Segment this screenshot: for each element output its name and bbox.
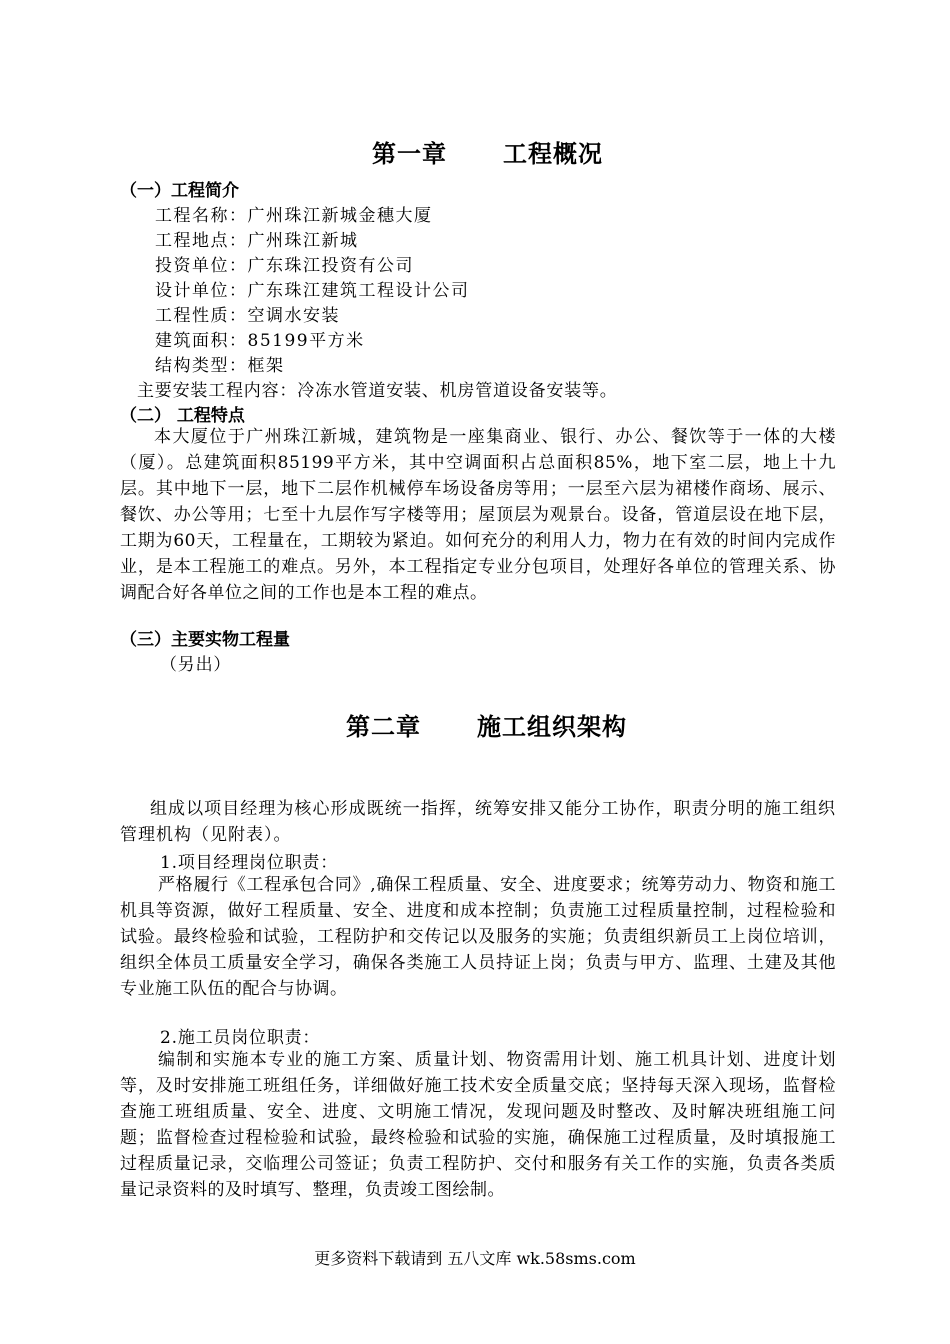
duty-2-paragraph: 编制和实施本专业的施工方案、质量计划、物资需用计划、施工机具计划、进度计划等，及时安排施工班组任务，详细做好施工技术安全质量交底；坚持每天深入现场，监督检查施工班组质量、安全、进度、文明施工情况，发现问题及时整改、及时解决班组施工问题；监督检查过程检验和试验，最终检验和试验的实施，确保施工过程质量，及时填报施工过程质量记录，交临理公司签证；负责工程防护、交付和服务有关工作的实施，负责各类质量记录资料的及时填写、整理，负责竣工图绘制。 [120, 1050, 836, 1200]
chapter-1-heading [372, 134, 603, 169]
info-value: 广东珠江建筑工程设计公司 [247, 281, 470, 301]
section-3-heading: （三）主要实物工程量 [120, 630, 290, 650]
info-label: 建筑面积： [155, 331, 248, 351]
info-row-project-name [155, 201, 433, 226]
chapter-2-heading [346, 707, 627, 742]
section-1-heading: （一）工程简介 [120, 181, 239, 201]
info-label: 工程名称： [155, 206, 248, 226]
info-label: 工程地点： [155, 231, 248, 251]
info-value: 广州珠江新城 [247, 231, 359, 251]
features-paragraph: 本大厦位于广州珠江新城，建筑物是一座集商业、银行、办公、餐饮等于一体的大楼（厦）。总建筑面积85199平方米，其中空调面积占总面积85%，地下室二层，地上十九层。其中地下一层，地下二层作机械停车场设备房等用；一层至六层为裙楼作商场、展示、餐饮、办公等用；七至十九层作写字楼等用；屋顶层为观景台。设备，管道层设在地下层，工期为60天，工程量在，工期较为紧迫。如何充分的利用人力，物力在有效的时间内完成作业，是本工程施工的难点。另外，本工程指定专业分包项目，处理好各单位的管理关系、协调配合好各单位之间的工作也是本工程的难点。 [120, 427, 836, 603]
info-value: 框架 [247, 356, 285, 376]
info-value: 广州珠江新城金穗大厦 [247, 206, 433, 226]
info-value: 广东珠江投资有公司 [247, 256, 414, 276]
info-label: 结构类型： [155, 356, 248, 376]
section-3-note: （另出） [160, 655, 232, 675]
info-row-location [155, 226, 359, 251]
section-2-heading: （二） 工程特点 [120, 406, 245, 426]
duty-2-title: 2.施工员岗位职责： [160, 1028, 321, 1048]
chapter-1-number: 第一章 [372, 139, 447, 168]
info-row-structure [155, 351, 285, 376]
info-label: 投资单位： [155, 256, 248, 276]
chapter-2-number: 第二章 [346, 712, 421, 741]
duty-1-title: 1.项目经理岗位职责： [160, 853, 339, 873]
info-value: 85199平方米 [247, 331, 365, 351]
footer-download-note: 更多资料下载请到 五八文库 wk.58sms.com [314, 1249, 636, 1268]
chapter-2-title: 施工组织架构 [477, 712, 627, 741]
info-row-investor [155, 251, 414, 276]
info-value: 空调水安装 [247, 306, 340, 326]
info-label: 设计单位： [155, 281, 248, 301]
main-install-content: 主要安装工程内容：冷冻水管道安装、机房管道设备安装等。 [137, 381, 618, 401]
chapter-1-title: 工程概况 [503, 139, 603, 168]
info-row-nature [155, 301, 340, 326]
info-row-designer [155, 276, 470, 301]
info-label: 工程性质： [155, 306, 248, 326]
info-row-area [155, 326, 365, 351]
org-intro-paragraph: 组成以项目经理为核心形成既统一指挥，统筹安排又能分工协作，职责分明的施工组织管理机构（见附表）。 [120, 799, 836, 845]
duty-1-paragraph: 严格履行《工程承包合同》,确保工程质量、安全、进度要求；统筹劳动力、物资和施工机具等资源，做好工程质量、安全、进度和成本控制；负责施工过程质量控制，过程检验和试验。最终检验和试验，工程防护和交传记以及服务的实施；负责组织新员工上岗位培训，组织全体员工质量安全学习，确保各类施工人员持证上岗；负责与甲方、监理、土建及其他专业施工队伍的配合与协调。 [120, 875, 836, 999]
